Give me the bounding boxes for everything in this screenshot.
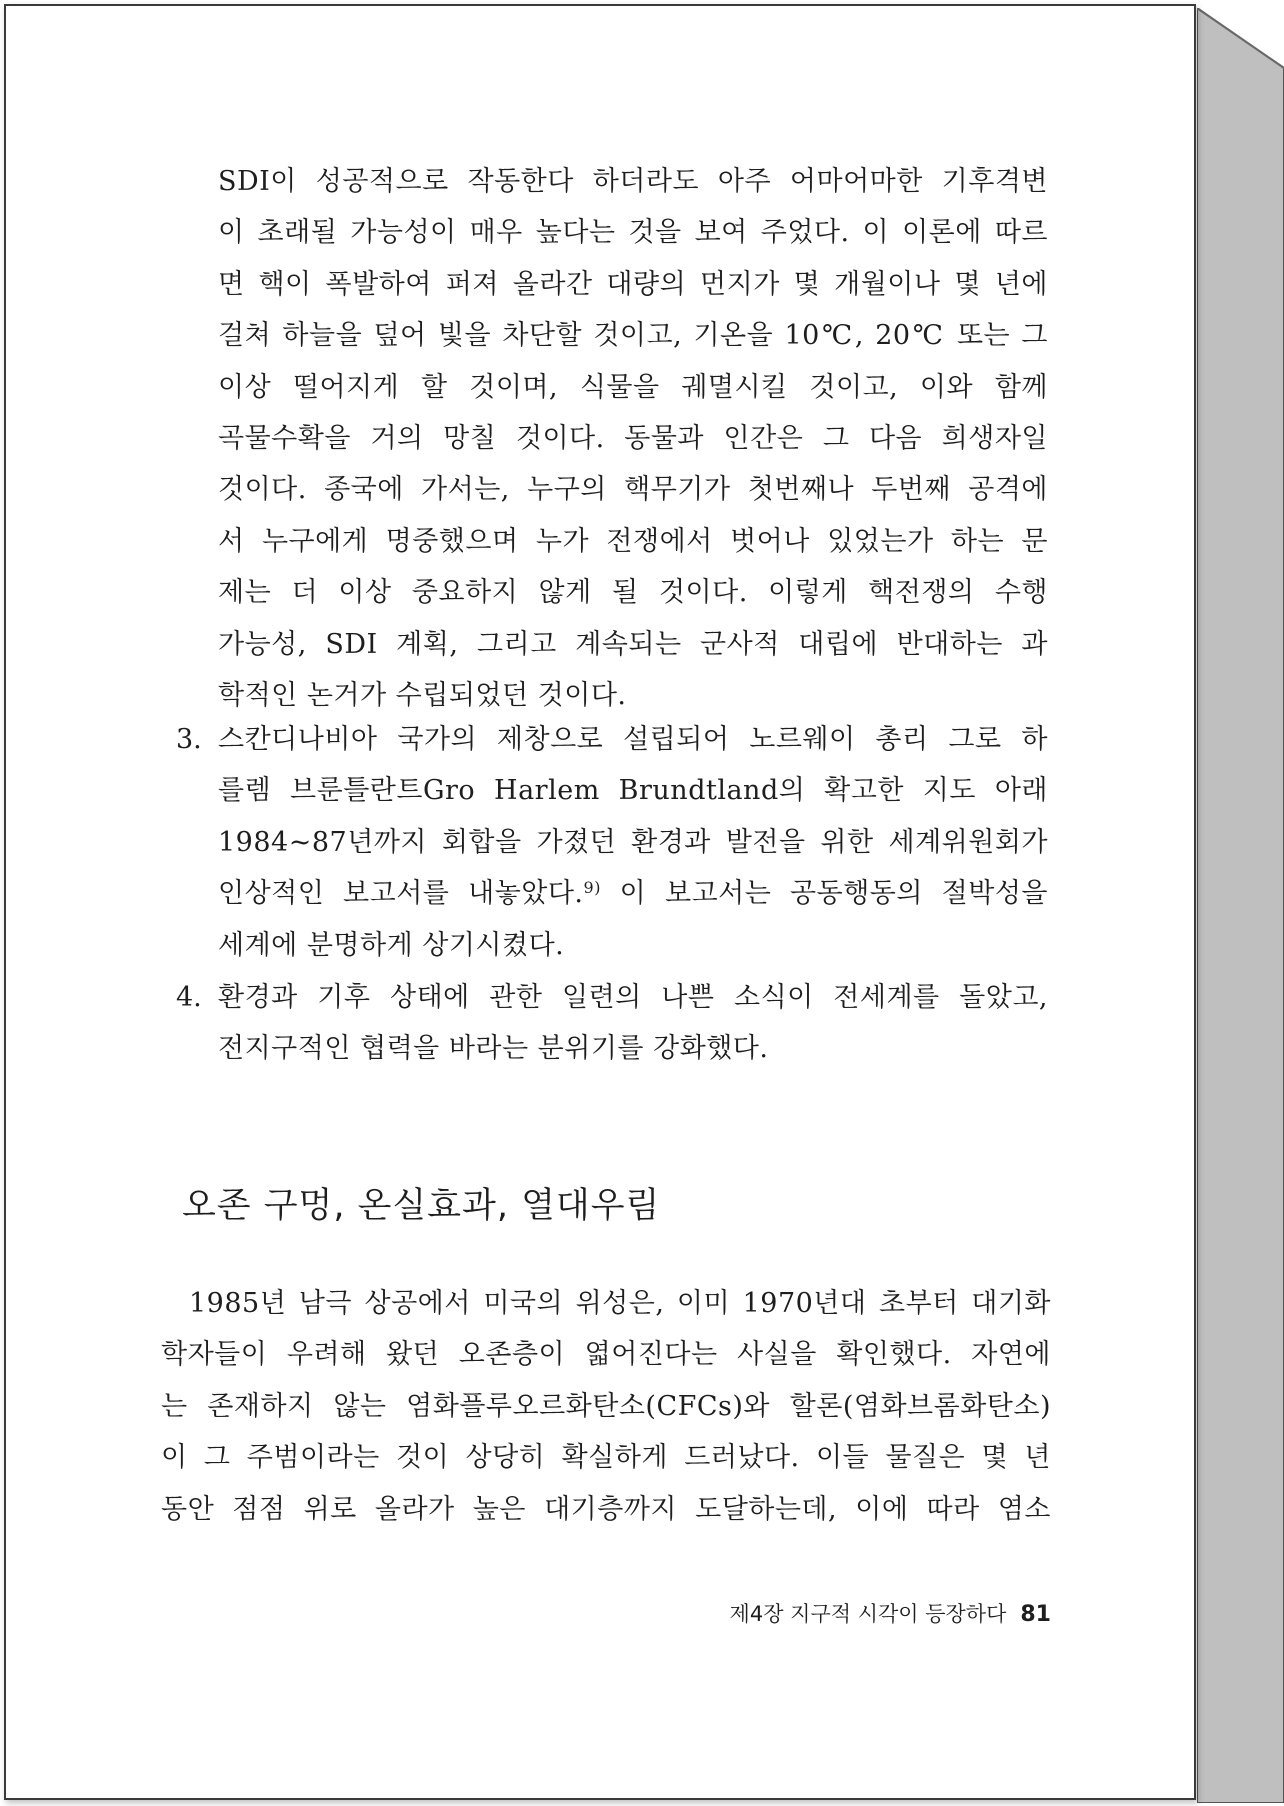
- running-chapter-title: 제4장 지구적 시각이 등장하다: [729, 1602, 1007, 1626]
- text-line: 세계에 분명하게 상기시켰다.: [218, 929, 565, 961]
- book-page: [4, 4, 1196, 1800]
- text-line: 학적인 논거가 수립되었던 것이다.: [218, 679, 627, 711]
- text-segment: 이 보고서는 공동행동의 절박성을: [600, 878, 1049, 910]
- text-line: 를렘 브룬틀란트Gro Harlem Brundtland의 확고한 지도 아래: [218, 775, 1048, 807]
- page-footer: [666, 1596, 1051, 1633]
- text-segment: 인상적인 보고서를 내놓았다.: [218, 878, 584, 910]
- text-line: 환경과 기후 상태에 관한 일련의 나쁜 소식이 전세계를 돌았고,: [218, 982, 1048, 1013]
- text-line: 서 누구에게 명중했으며 누가 전쟁에서 벗어나 있었는가 하는 문: [218, 525, 1048, 557]
- footnote-reference[interactable]: 9): [583, 878, 601, 898]
- text-line: 학자들이 우려해 왔던 오존층이 엷어진다는 사실을 확인했다. 자연에: [161, 1339, 1051, 1371]
- text-line-with-footnote: [218, 868, 1048, 919]
- list-item-text: [218, 972, 1048, 1075]
- continued-paragraph: [218, 156, 1048, 721]
- page-stack-edge: [1197, 8, 1284, 1803]
- text-line: 것이다. 종국에 가서는, 누구의 핵무기가 첫번째나 두번째 공격에: [218, 474, 1048, 506]
- text-line: 전지구적인 협력을 바라는 분위기를 강화했다.: [218, 1033, 769, 1065]
- text-line: 1984~87년까지 회합을 가졌던 환경과 발전을 위한 세계위원회가: [218, 826, 1048, 858]
- list-number: 3.: [176, 724, 202, 755]
- text-line: 이 그 주범이라는 것이 상당히 확실하게 드러났다. 이들 물질은 몇 년: [161, 1442, 1051, 1474]
- text-line: 이 초래될 가능성이 매우 높다는 것을 보여 주었다. 이 이론에 따르: [218, 217, 1048, 249]
- text-line: 1985년 남극 상공에서 미국의 위성은, 이미 1970년대 초부터 대기화: [189, 1288, 1051, 1319]
- list-number: 4.: [176, 982, 202, 1013]
- text-line: 스칸디나비아 국가의 제창으로 설립되어 노르웨이 총리 그로 하: [218, 724, 1048, 755]
- section-heading: 오존 구멍, 온실효과, 열대우림: [182, 1186, 661, 1226]
- text-line: 면 핵이 폭발하여 퍼져 올라간 대량의 먼지가 몇 개월이나 몇 년에: [218, 268, 1048, 300]
- list-item-text: [218, 714, 1048, 971]
- text-line: 걸쳐 하늘을 덮어 빛을 차단할 것이고, 기온을 10℃, 20℃ 또는 그: [218, 320, 1048, 352]
- page-number: 81: [1020, 1602, 1051, 1627]
- text-line: 는 존재하지 않는 염화플루오르화탄소(CFCs)와 할론(염화브롬화탄소): [161, 1390, 1051, 1422]
- text-line: 동안 점점 위로 올라가 높은 대기층까지 도달하는데, 이에 따라 염소: [161, 1493, 1051, 1525]
- text-line: 가능성, SDI 계획, 그리고 계속되는 군사적 대립에 반대하는 과: [218, 628, 1048, 660]
- text-line: 제는 더 이상 중요하지 않게 될 것이다. 이렇게 핵전쟁의 수행: [218, 577, 1048, 609]
- section-paragraph: [161, 1278, 1051, 1535]
- text-line: 이상 떨어지게 할 것이며, 식물을 궤멸시킬 것이고, 이와 함께: [218, 371, 1048, 403]
- text-line: SDI이 성공적으로 작동한다 하더라도 아주 어마어마한 기후격변: [218, 166, 1048, 197]
- text-line: 곡물수확을 거의 망칠 것이다. 동물과 인간은 그 다음 희생자일: [218, 422, 1048, 454]
